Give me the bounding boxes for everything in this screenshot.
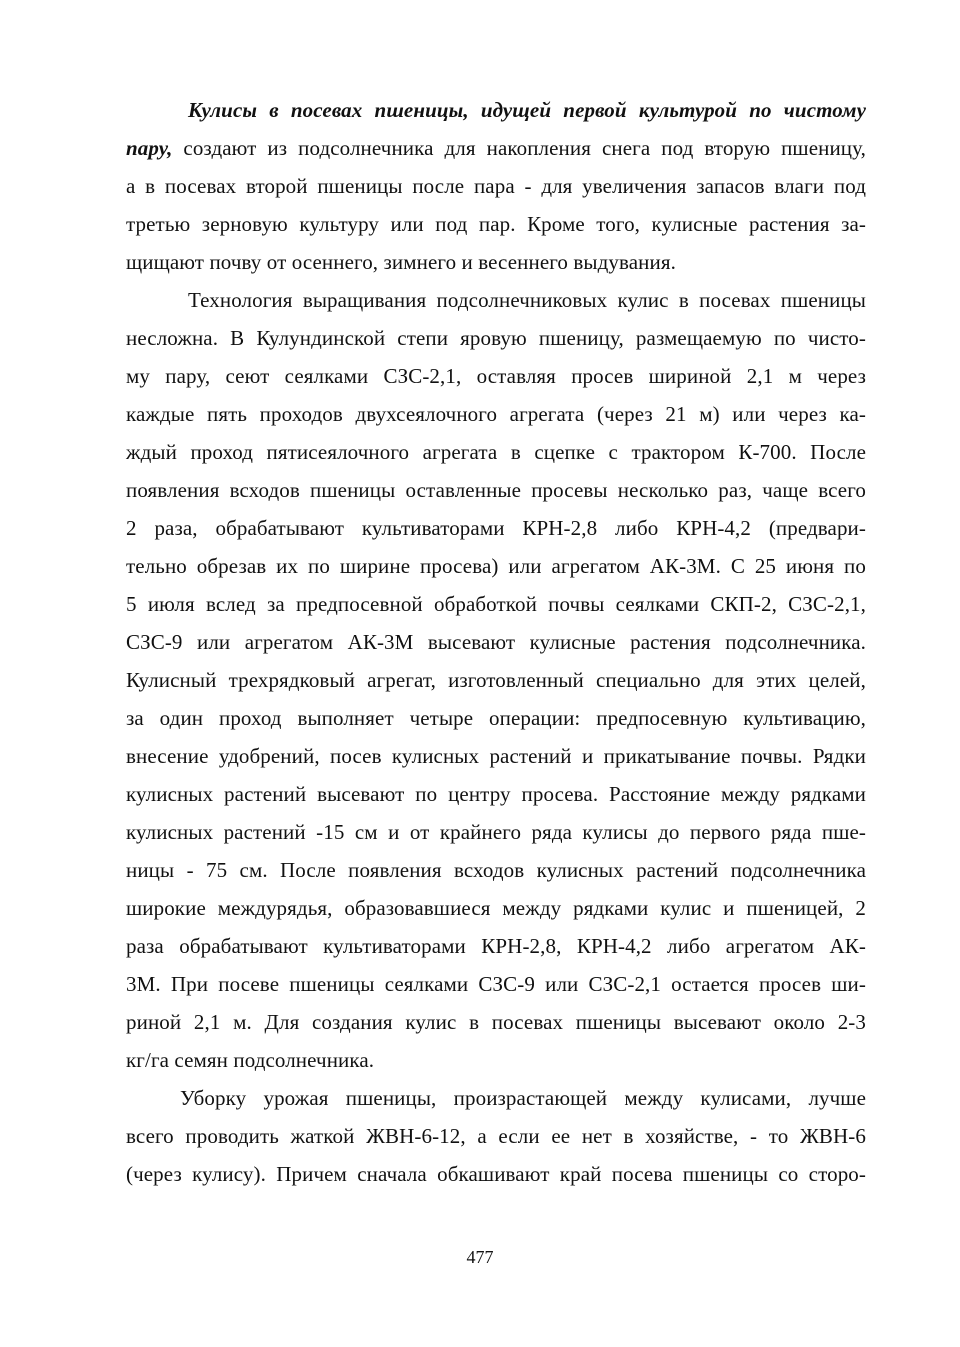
text-line: Технология выращивания подсолнечниковых кулис в посевах пшеницы [188,288,866,312]
text-line: появления всходов пшеницы оставленные просевы несколько раз, чаще всего [126,478,866,502]
emphasized-text: пару, [126,136,173,160]
page-number: 477 [466,1247,494,1267]
text-line: му пару, сеют сеялками СЗС-2,1, оставляя просев шириной 2,1 м через [126,364,866,388]
line-text: создают из подсолнечника для накопления снега под вторую пшеницу, [172,136,866,160]
emphasized-text: Кулисы в посевах пшеницы, идущей первой культурой по чистому [188,98,866,122]
text-line: тельно обрезав их по ширине просева) или агрегатом АК-3М. С 25 июня по [126,554,866,578]
text-line: каждые пять проходов двухсеялочного агрегата (через 21 м) или через ка- [126,402,866,426]
text-line: всего проводить жаткой ЖВН-6-12, а если ее нет в хозяйстве, - то ЖВН-6 [126,1124,866,1148]
text-line: кулисных растений высевают по центру просева. Расстояние между рядками [126,782,866,806]
text-line: третью зерновую культуру или под пар. Кроме того, кулисные растения за- [126,212,866,236]
text-line: Уборку урожая пшеницы, произрастающей между кулисами, лучше [180,1086,866,1110]
text-line: 5 июля вслед за предпосевной обработкой почвы сеялками СКП-2, СЗС-2,1, [126,592,866,616]
text-line: Кулисный трехрядковый агрегат, изготовленный специально для этих целей, [126,668,866,692]
text-line: щищают почву от осеннего, зимнего и весеннего выдувания. [126,250,676,274]
text-line: ждый проход пятисеялочного агрегата в сцепке с трактором К-700. После [126,440,866,464]
text-line: за один проход выполняет четыре операции: предпосевную культивацию, [126,706,866,730]
text-line: 2 раза, обрабатывают культиваторами КРН-2,8 либо КРН-4,2 (предвари- [126,516,866,540]
text-line: внесение удобрений, посев кулисных растений и прикатывание почвы. Рядки [126,744,866,768]
text-line: (через кулису). Причем сначала обкашивают край посева пшеницы со сторо- [126,1162,866,1186]
text-line: 3М. При посеве пшеницы сеялками СЗС-9 или СЗС-2,1 остается просев ши- [126,972,866,996]
text-line: раза обрабатывают культиваторами КРН-2,8, КРН-4,2 либо агрегатом АК- [126,934,866,958]
text-line: ницы - 75 см. После появления всходов кулисных растений подсолнечника [126,858,866,882]
text-line: широкие междурядья, образовавшиеся между рядками кулис и пшеницей, 2 [126,896,866,920]
text-line: кг/га семян подсолнечника. [126,1048,375,1072]
text-line [126,136,866,160]
text-line: несложна. В Кулундинской степи яровую пшеницу, размещаемую по чисто- [126,326,866,350]
text-line: риной 2,1 м. Для создания кулис в посевах пшеницы высевают около 2-3 [126,1010,866,1034]
text-line: а в посевах второй пшеницы после пара - для увеличения запасов влаги под [126,174,866,198]
text-line [188,98,866,122]
text-line: СЗС-9 или агрегатом АК-3М высевают кулисные растения подсолнечника. [126,630,866,654]
text-line: кулисных растений -15 см и от крайнего ряда кулисы до первого ряда пше- [126,820,866,844]
